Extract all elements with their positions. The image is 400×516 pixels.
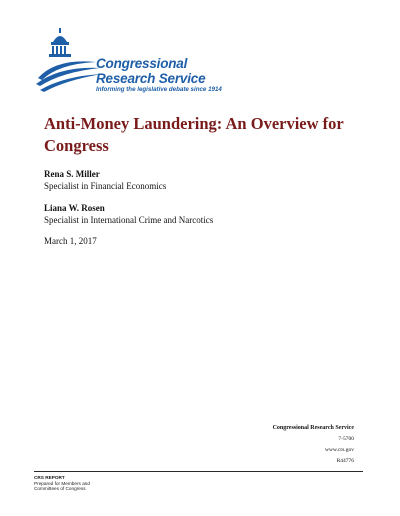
report-info [273,423,354,467]
footer-line: Prepared for Members and [34,480,91,486]
report-id: R44776 [336,458,354,464]
footer-line: Committees of Congress [34,486,86,492]
author-name: Liana W. Rosen [44,203,105,213]
author-role: Specialist in Financial Economics [44,181,167,191]
crs-logo [36,22,256,97]
report-date: March 1, 2017 [44,236,97,246]
report-number: 7-5700 [338,436,354,442]
author-name: Rena S. Miller [44,169,100,179]
logo-wordmark-line1: Congressional [96,56,188,71]
footer-divider [34,471,363,472]
footer [34,475,90,492]
footer-label: CRS REPORT [34,475,65,480]
logo-wordmark-line2: Research Service [96,71,206,86]
logo-tagline: Informing the legislative debate since 1914 [96,86,222,93]
report-website: www.crs.gov [325,447,354,453]
author-role: Specialist in International Crime and Narcotics [44,215,214,225]
author-block [44,168,166,192]
report-org: Congressional Research Service [272,425,354,431]
report-title: Anti-Money Laundering: An Overview for Congress [44,114,344,155]
author-block [44,202,213,226]
